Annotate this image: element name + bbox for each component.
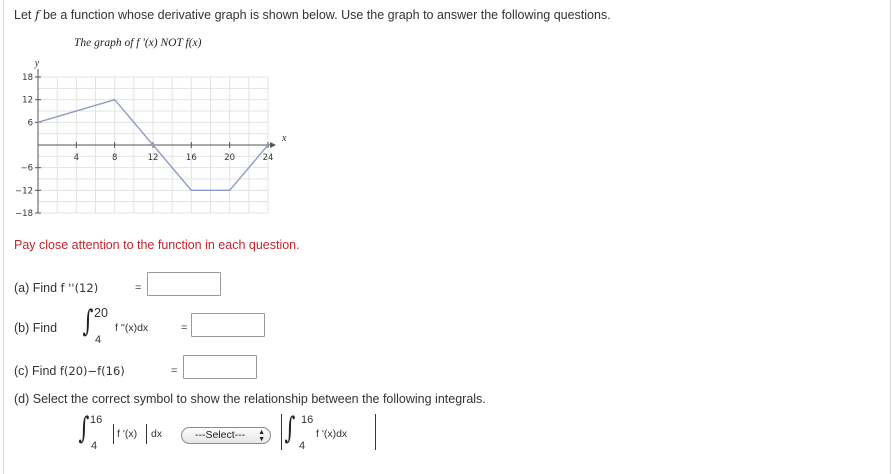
answer-b-input[interactable] (191, 313, 265, 337)
lower-limit: 4 (95, 334, 102, 346)
lower-limit: 4 (91, 440, 98, 452)
answer-a-input[interactable] (147, 272, 221, 296)
y-tick-label: 6 (27, 118, 33, 129)
upper-limit: 16 (301, 414, 314, 426)
question-a: (a) Find f ''(12) (14, 281, 99, 295)
question-a-expression: f ''(12) (60, 281, 99, 295)
integrand: f '(x)dx (316, 428, 348, 440)
upper-limit: 16 (90, 414, 103, 426)
question-d: (d) Select the correct symbol to show the relationship between the following integrals. (14, 392, 486, 406)
answer-c-input[interactable] (183, 355, 257, 379)
abs-bar (113, 424, 114, 444)
integrand: f '(x) (117, 428, 138, 440)
integrand: f ''(x)dx (115, 322, 149, 334)
lower-limit: 4 (299, 440, 306, 452)
abs-bar (146, 424, 147, 444)
x-tick-label: 4 (73, 153, 80, 163)
y-tick-label: −18 (15, 209, 33, 219)
question-b: (b) Find (14, 321, 58, 335)
upper-limit: 20 (94, 306, 108, 320)
y-tick-label: 18 (22, 73, 33, 83)
equals-sign: = (171, 365, 178, 377)
notice-text: Pay close attention to the function in each question. (14, 238, 300, 252)
abs-bar (281, 414, 282, 450)
x-axis-label: x (282, 133, 287, 144)
equals-sign: = (135, 282, 142, 294)
y-tick-label: 12 (22, 95, 33, 106)
x-tick-label: 24 (262, 153, 274, 163)
chart-title: The graph of f '(x) NOT f(x) (74, 37, 202, 49)
select-arrows-icon: ▲ ▼ (258, 429, 265, 443)
relation-select[interactable]: ---Select--- ▲ ▼ (181, 427, 271, 444)
x-axis-arrow-icon (270, 142, 276, 148)
y-axis-label: y (34, 58, 40, 69)
equals-sign: = (181, 322, 188, 334)
x-tick-label: 12 (147, 153, 159, 163)
integral-sign: ∫ (82, 304, 94, 339)
x-tick-label: 20 (224, 153, 236, 163)
y-tick-label: −6 (20, 163, 33, 174)
question-c-expression: f(20)−f(16) (59, 364, 125, 378)
x-tick-label: 8 (111, 153, 118, 163)
dx-label: dx (151, 428, 163, 440)
integral-sign: ∫ (284, 411, 296, 446)
intro-text: Let f be a function whose derivative graph is shown below. Use the graph to answer the following questions. (14, 7, 611, 22)
x-tick-label: 16 (185, 153, 197, 163)
question-c: (c) Find f(20)−f(16) (14, 364, 125, 378)
y-tick-label: −12 (15, 186, 33, 197)
derivative-graph (0, 50, 300, 230)
integral-sign: ∫ (78, 411, 90, 446)
abs-bar (375, 414, 376, 450)
